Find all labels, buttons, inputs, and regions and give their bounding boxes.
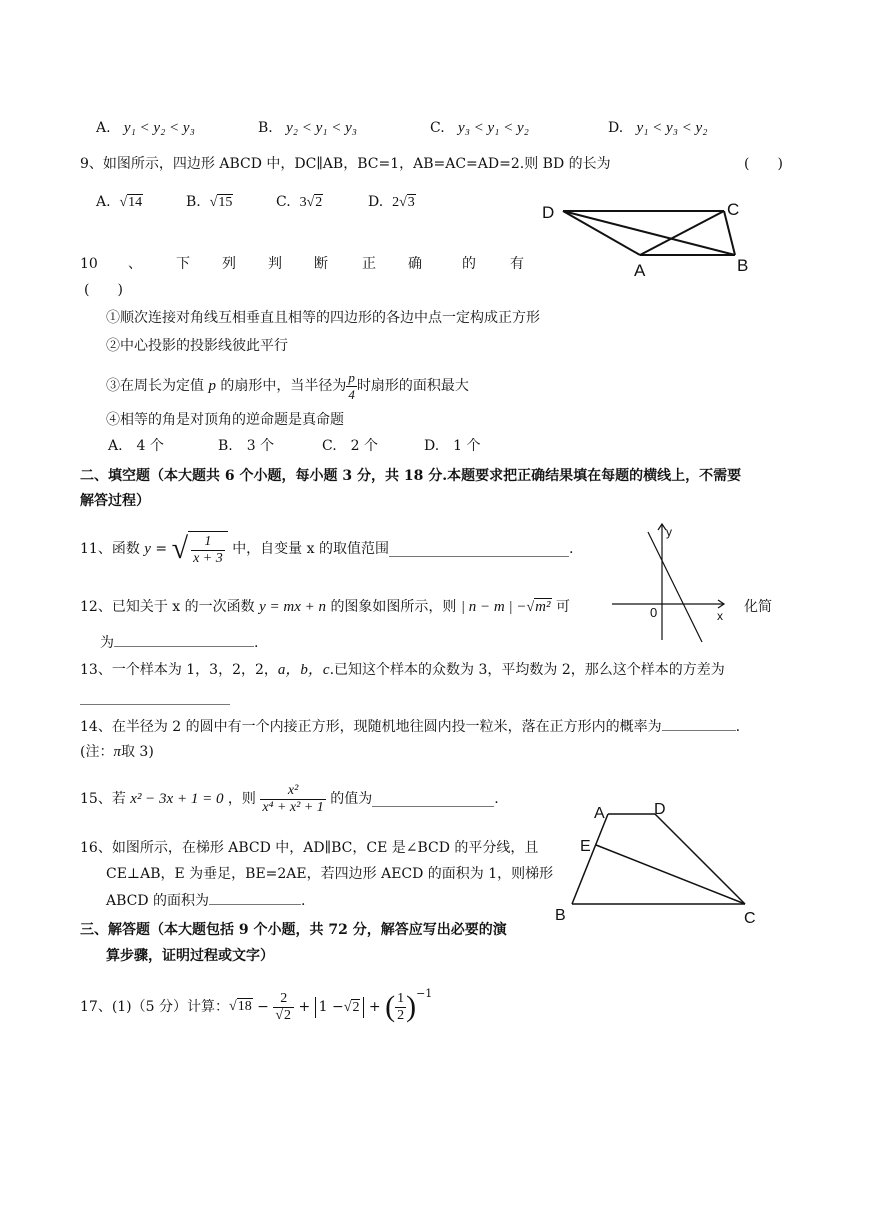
q10-statement-4: ④相等的角是对顶角的逆命题是真命题 [106,412,344,428]
q12-line-2: 为 . [100,632,258,653]
q10-option-a: A. 4 个 [108,438,164,454]
q8-option-a: A. y₁ < y₂ < y₃ [96,120,195,136]
q16-line-1: 16、如图所示，在梯形 ABCD 中，AD∥BC，CE 是∠BCD 的平分线，且 [80,840,539,856]
q9-option-b: B. √15 [186,194,233,210]
q9-option-c: C. 3√2 [276,194,323,210]
point-d-label: D [542,203,555,222]
q14-line-2: (注：π取 3) [80,744,154,760]
segment-ab [572,814,608,904]
point-d-label: D [654,801,666,818]
q10-answer-paren: ( ) [84,282,123,298]
y-axis-label: y [666,525,672,539]
q16-line-2: CE⊥AB，E 为垂足，BE=2AE，若四边形 AECD 的面积为 1，则梯形 [106,866,554,882]
q9-quadrilateral-figure [530,195,760,285]
function-line [648,532,702,642]
x-axis-label: x [717,609,723,623]
segment-dc [655,814,745,904]
q10-statement-2: ②中心投影的投影线彼此平行 [106,338,288,354]
q10-statement-3: ③在周长为定值 p 的扇形中，当半径为 $\frac{p}{4}$ 时扇形的面积最大 [106,369,469,402]
point-c-label: C [727,200,740,219]
q8-option-c: C. y₃ < y₁ < y₂ [430,120,529,136]
q11: 11、函数 y = √ $\frac{1}{x + 3}$ 中，自变量 x 的取值范围 . [80,532,574,566]
q13-answer-blank [80,690,230,705]
q14-line-1: 14、在半径为 2 的圆中有一个内接正方形，现随机地往圆内投一粒米，落在正方形内的概率为 . [80,716,740,737]
section-2-heading-cont: 解答过程） [80,493,150,509]
q12-line-1-tail: 化简 [744,599,772,615]
q10-option-b: B. 3 个 [218,438,275,454]
q16-trapezoid-figure [550,796,770,931]
q12-linear-function-graph [604,518,734,646]
q13: 13、一个样本为 1，3，2，2，a，b，c.已知这个样本的众数为 3，平均数为 2，那么这个样本的方差为 [80,662,725,678]
q15: 15、若 x² − 3x + 1 = 0 ，则 $\frac{\text{x²}}{\text{x⁴ + x² + 1}}$ 的值为 . [80,782,499,815]
q8-option-b: B. y₂ < y₁ < y₃ [258,120,357,136]
q17-part-1: 17、(1)（5 分）计算： √18 − $\frac{2}{√2}$ + 1 −√2 + ( $\frac{1}{2}$ ) $^{-1}$ [80,987,433,1023]
section-2-heading: 二、填空题（本大题共 6 个小题，每小题 3 分，共 18 分.本题要求把正确结果填在每题的横线上，不需要 [80,468,742,484]
segment-ad [563,211,640,255]
q9-option-a: A. √14 [96,194,143,210]
origin-label: 0 [650,605,658,620]
section-3-heading: 三、解答题（本大题包括 9 个小题，共 72 分，解答应写出必要的演 [80,922,507,938]
segment-bd [563,211,735,255]
point-b-label: B [737,256,749,275]
section-3-heading-cont: 算步骤，证明过程或文字） [106,948,274,964]
q8-option-d: D. y₁ < y₃ < y₂ [608,120,708,136]
point-a-label: A [594,805,605,822]
point-c-label: C [744,910,756,927]
segment-ce [596,845,745,904]
q12-line-1: 12、已知关于 x 的一次函数 y = mx + n 的图象如图所示，则 | n − m | −√m² 可 [80,599,570,615]
q10-option-d: D. 1 个 [424,438,481,454]
q9-option-d: D. 2√3 [368,194,415,210]
q10-option-c: C. 2 个 [322,438,379,454]
point-e-label: E [580,838,591,855]
point-a-label: A [634,261,646,280]
q10-statement-1: ①顺次连接对角线互相垂直且相等的四边形的各边中点一定构成正方形 [106,310,540,326]
point-b-label: B [555,907,566,924]
q9-answer-paren: ( ) [744,156,783,172]
q16-line-3: ABCD 的面积为 . [106,890,306,911]
q9-stem: 9、如图所示，四边形 ABCD 中，DC∥AB，BC=1，AB=AC=AD=2.则 BD 的长为 [80,156,611,172]
